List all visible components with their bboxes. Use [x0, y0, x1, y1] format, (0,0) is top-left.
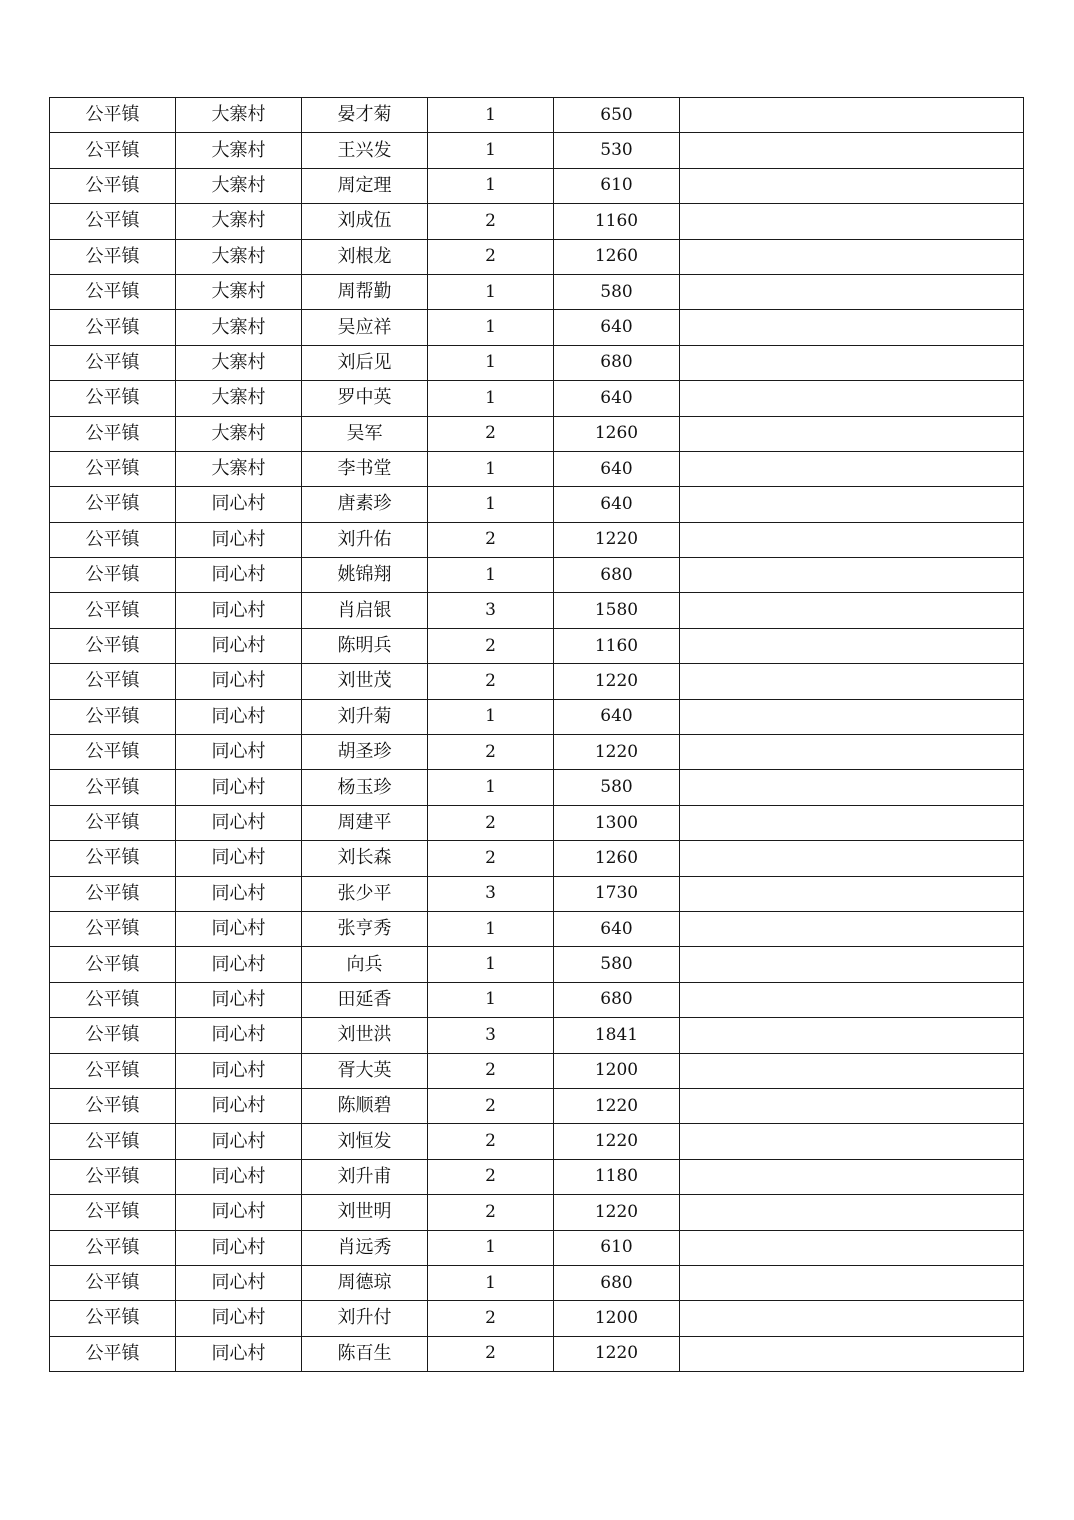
village-cell: 同心村: [176, 1053, 302, 1088]
amount-cell: 640: [554, 451, 680, 486]
count-cell: 1: [428, 1230, 554, 1265]
count-cell: 1: [428, 558, 554, 593]
name-cell: 李书堂: [302, 451, 428, 486]
town-cell: 公平镇: [50, 1053, 176, 1088]
name-cell: 刘升甫: [302, 1159, 428, 1194]
town-cell: 公平镇: [50, 204, 176, 239]
amount-cell: 1160: [554, 628, 680, 663]
amount-cell: 1200: [554, 1053, 680, 1088]
name-cell: 周帮勤: [302, 274, 428, 309]
count-cell: 2: [428, 841, 554, 876]
amount-cell: 1220: [554, 1336, 680, 1371]
town-cell: 公平镇: [50, 1018, 176, 1053]
table-row: [50, 699, 1024, 734]
table-row: [50, 735, 1024, 770]
amount-cell: 1180: [554, 1159, 680, 1194]
name-cell: 刘成伍: [302, 204, 428, 239]
table-row: [50, 1230, 1024, 1265]
table-row: [50, 558, 1024, 593]
remark-cell: [680, 416, 1024, 451]
table-row: [50, 416, 1024, 451]
village-cell: 大寨村: [176, 381, 302, 416]
name-cell: 周德琼: [302, 1265, 428, 1300]
town-cell: 公平镇: [50, 1088, 176, 1123]
village-cell: 同心村: [176, 911, 302, 946]
remark-cell: [680, 381, 1024, 416]
name-cell: 刘后见: [302, 345, 428, 380]
table-row: [50, 345, 1024, 380]
name-cell: 吴应祥: [302, 310, 428, 345]
amount-cell: 640: [554, 911, 680, 946]
amount-cell: 1841: [554, 1018, 680, 1053]
count-cell: 1: [428, 98, 554, 133]
name-cell: 刘世茂: [302, 664, 428, 699]
name-cell: 刘升菊: [302, 699, 428, 734]
amount-cell: 1580: [554, 593, 680, 628]
table-row: [50, 911, 1024, 946]
town-cell: 公平镇: [50, 947, 176, 982]
name-cell: 刘恒发: [302, 1124, 428, 1159]
town-cell: 公平镇: [50, 451, 176, 486]
table-row: [50, 1195, 1024, 1230]
name-cell: 肖远秀: [302, 1230, 428, 1265]
name-cell: 张亨秀: [302, 911, 428, 946]
town-cell: 公平镇: [50, 310, 176, 345]
village-cell: 同心村: [176, 593, 302, 628]
table-row: [50, 1159, 1024, 1194]
town-cell: 公平镇: [50, 558, 176, 593]
table-row: [50, 487, 1024, 522]
table-row: [50, 133, 1024, 168]
village-cell: 大寨村: [176, 204, 302, 239]
amount-cell: 1220: [554, 1088, 680, 1123]
amount-cell: 1730: [554, 876, 680, 911]
amount-cell: 530: [554, 133, 680, 168]
town-cell: 公平镇: [50, 239, 176, 274]
table-row: [50, 381, 1024, 416]
town-cell: 公平镇: [50, 841, 176, 876]
name-cell: 刘世明: [302, 1195, 428, 1230]
village-cell: 同心村: [176, 522, 302, 557]
town-cell: 公平镇: [50, 274, 176, 309]
amount-cell: 1220: [554, 664, 680, 699]
remark-cell: [680, 204, 1024, 239]
table-row: [50, 310, 1024, 345]
name-cell: 陈百生: [302, 1336, 428, 1371]
town-cell: 公平镇: [50, 133, 176, 168]
village-cell: 同心村: [176, 735, 302, 770]
town-cell: 公平镇: [50, 770, 176, 805]
amount-cell: 1300: [554, 805, 680, 840]
amount-cell: 1160: [554, 204, 680, 239]
count-cell: 1: [428, 982, 554, 1017]
table-row: [50, 841, 1024, 876]
table-row: [50, 805, 1024, 840]
count-cell: 1: [428, 947, 554, 982]
count-cell: 1: [428, 381, 554, 416]
village-cell: 同心村: [176, 982, 302, 1017]
count-cell: 2: [428, 239, 554, 274]
village-cell: 大寨村: [176, 310, 302, 345]
amount-cell: 580: [554, 274, 680, 309]
remark-cell: [680, 451, 1024, 486]
name-cell: 张少平: [302, 876, 428, 911]
name-cell: 周定理: [302, 168, 428, 203]
village-cell: 同心村: [176, 947, 302, 982]
amount-cell: 680: [554, 1265, 680, 1300]
town-cell: 公平镇: [50, 522, 176, 557]
name-cell: 胡圣珍: [302, 735, 428, 770]
village-cell: 同心村: [176, 1159, 302, 1194]
remark-cell: [680, 310, 1024, 345]
count-cell: 1: [428, 451, 554, 486]
name-cell: 王兴发: [302, 133, 428, 168]
remark-cell: [680, 876, 1024, 911]
village-cell: 同心村: [176, 1124, 302, 1159]
remark-cell: [680, 593, 1024, 628]
amount-cell: 640: [554, 699, 680, 734]
village-cell: 同心村: [176, 699, 302, 734]
town-cell: 公平镇: [50, 628, 176, 663]
town-cell: 公平镇: [50, 593, 176, 628]
data-table: [49, 97, 1024, 1372]
count-cell: 3: [428, 593, 554, 628]
count-cell: 2: [428, 1195, 554, 1230]
count-cell: 1: [428, 168, 554, 203]
village-cell: 大寨村: [176, 451, 302, 486]
table-row: [50, 1336, 1024, 1371]
count-cell: 3: [428, 876, 554, 911]
count-cell: 2: [428, 1053, 554, 1088]
table-row: [50, 168, 1024, 203]
remark-cell: [680, 805, 1024, 840]
remark-cell: [680, 1088, 1024, 1123]
table-row: [50, 947, 1024, 982]
remark-cell: [680, 1265, 1024, 1300]
table-row: [50, 451, 1024, 486]
village-cell: 大寨村: [176, 98, 302, 133]
remark-cell: [680, 1301, 1024, 1336]
remark-cell: [680, 1053, 1024, 1088]
remark-cell: [680, 911, 1024, 946]
table-row: [50, 1301, 1024, 1336]
table-row: [50, 1053, 1024, 1088]
remark-cell: [680, 1195, 1024, 1230]
town-cell: 公平镇: [50, 805, 176, 840]
name-cell: 唐素珍: [302, 487, 428, 522]
town-cell: 公平镇: [50, 1195, 176, 1230]
amount-cell: 640: [554, 487, 680, 522]
count-cell: 1: [428, 699, 554, 734]
remark-cell: [680, 168, 1024, 203]
count-cell: 2: [428, 1336, 554, 1371]
remark-cell: [680, 841, 1024, 876]
remark-cell: [680, 770, 1024, 805]
village-cell: 大寨村: [176, 239, 302, 274]
count-cell: 2: [428, 416, 554, 451]
table-row: [50, 1265, 1024, 1300]
name-cell: 姚锦翔: [302, 558, 428, 593]
town-cell: 公平镇: [50, 168, 176, 203]
village-cell: 大寨村: [176, 345, 302, 380]
name-cell: 胥大英: [302, 1053, 428, 1088]
name-cell: 罗中英: [302, 381, 428, 416]
name-cell: 杨玉珍: [302, 770, 428, 805]
name-cell: 刘根龙: [302, 239, 428, 274]
amount-cell: 1260: [554, 841, 680, 876]
spreadsheet-page: [49, 97, 1024, 1372]
town-cell: 公平镇: [50, 664, 176, 699]
name-cell: 田延香: [302, 982, 428, 1017]
remark-cell: [680, 664, 1024, 699]
village-cell: 同心村: [176, 770, 302, 805]
table-body: [50, 98, 1024, 1372]
table-row: [50, 628, 1024, 663]
village-cell: 大寨村: [176, 274, 302, 309]
amount-cell: 1220: [554, 735, 680, 770]
town-cell: 公平镇: [50, 98, 176, 133]
remark-cell: [680, 239, 1024, 274]
town-cell: 公平镇: [50, 911, 176, 946]
name-cell: 刘升付: [302, 1301, 428, 1336]
table-row: [50, 593, 1024, 628]
amount-cell: 640: [554, 310, 680, 345]
town-cell: 公平镇: [50, 735, 176, 770]
town-cell: 公平镇: [50, 982, 176, 1017]
village-cell: 同心村: [176, 805, 302, 840]
name-cell: 晏才菊: [302, 98, 428, 133]
table-row: [50, 982, 1024, 1017]
town-cell: 公平镇: [50, 1230, 176, 1265]
amount-cell: 1220: [554, 1124, 680, 1159]
amount-cell: 680: [554, 558, 680, 593]
village-cell: 大寨村: [176, 416, 302, 451]
amount-cell: 1260: [554, 239, 680, 274]
amount-cell: 680: [554, 982, 680, 1017]
town-cell: 公平镇: [50, 1265, 176, 1300]
table-row: [50, 522, 1024, 557]
count-cell: 2: [428, 1301, 554, 1336]
remark-cell: [680, 1018, 1024, 1053]
table-row: [50, 274, 1024, 309]
remark-cell: [680, 487, 1024, 522]
town-cell: 公平镇: [50, 1301, 176, 1336]
remark-cell: [680, 947, 1024, 982]
table-row: [50, 1088, 1024, 1123]
town-cell: 公平镇: [50, 381, 176, 416]
remark-cell: [680, 1230, 1024, 1265]
table-row: [50, 770, 1024, 805]
table-row: [50, 1124, 1024, 1159]
village-cell: 同心村: [176, 1336, 302, 1371]
name-cell: 周建平: [302, 805, 428, 840]
amount-cell: 610: [554, 1230, 680, 1265]
count-cell: 1: [428, 487, 554, 522]
amount-cell: 1260: [554, 416, 680, 451]
village-cell: 大寨村: [176, 168, 302, 203]
count-cell: 1: [428, 274, 554, 309]
remark-cell: [680, 98, 1024, 133]
count-cell: 2: [428, 735, 554, 770]
name-cell: 刘升佑: [302, 522, 428, 557]
count-cell: 1: [428, 310, 554, 345]
town-cell: 公平镇: [50, 1159, 176, 1194]
count-cell: 1: [428, 345, 554, 380]
name-cell: 陈明兵: [302, 628, 428, 663]
village-cell: 同心村: [176, 558, 302, 593]
town-cell: 公平镇: [50, 487, 176, 522]
town-cell: 公平镇: [50, 416, 176, 451]
count-cell: 2: [428, 805, 554, 840]
table-row: [50, 876, 1024, 911]
remark-cell: [680, 628, 1024, 663]
remark-cell: [680, 982, 1024, 1017]
remark-cell: [680, 274, 1024, 309]
table-row: [50, 98, 1024, 133]
amount-cell: 680: [554, 345, 680, 380]
count-cell: 1: [428, 1265, 554, 1300]
name-cell: 吴军: [302, 416, 428, 451]
town-cell: 公平镇: [50, 876, 176, 911]
amount-cell: 580: [554, 770, 680, 805]
village-cell: 同心村: [176, 1265, 302, 1300]
town-cell: 公平镇: [50, 345, 176, 380]
table-row: [50, 239, 1024, 274]
count-cell: 2: [428, 664, 554, 699]
count-cell: 2: [428, 628, 554, 663]
count-cell: 3: [428, 1018, 554, 1053]
count-cell: 2: [428, 522, 554, 557]
village-cell: 同心村: [176, 1018, 302, 1053]
town-cell: 公平镇: [50, 1124, 176, 1159]
remark-cell: [680, 522, 1024, 557]
village-cell: 同心村: [176, 1088, 302, 1123]
count-cell: 1: [428, 770, 554, 805]
amount-cell: 580: [554, 947, 680, 982]
count-cell: 2: [428, 1124, 554, 1159]
count-cell: 1: [428, 911, 554, 946]
town-cell: 公平镇: [50, 1336, 176, 1371]
town-cell: 公平镇: [50, 699, 176, 734]
amount-cell: 640: [554, 381, 680, 416]
name-cell: 刘长森: [302, 841, 428, 876]
table-row: [50, 204, 1024, 239]
remark-cell: [680, 735, 1024, 770]
amount-cell: 1220: [554, 522, 680, 557]
village-cell: 大寨村: [176, 133, 302, 168]
amount-cell: 1200: [554, 1301, 680, 1336]
village-cell: 同心村: [176, 1230, 302, 1265]
table-row: [50, 664, 1024, 699]
amount-cell: 1220: [554, 1195, 680, 1230]
count-cell: 1: [428, 133, 554, 168]
name-cell: 陈顺碧: [302, 1088, 428, 1123]
village-cell: 同心村: [176, 664, 302, 699]
name-cell: 肖启银: [302, 593, 428, 628]
village-cell: 同心村: [176, 841, 302, 876]
remark-cell: [680, 699, 1024, 734]
count-cell: 2: [428, 1159, 554, 1194]
village-cell: 同心村: [176, 628, 302, 663]
village-cell: 同心村: [176, 1301, 302, 1336]
table-row: [50, 1018, 1024, 1053]
remark-cell: [680, 558, 1024, 593]
count-cell: 2: [428, 1088, 554, 1123]
name-cell: 刘世洪: [302, 1018, 428, 1053]
remark-cell: [680, 133, 1024, 168]
remark-cell: [680, 1124, 1024, 1159]
count-cell: 2: [428, 204, 554, 239]
remark-cell: [680, 1336, 1024, 1371]
village-cell: 同心村: [176, 1195, 302, 1230]
amount-cell: 610: [554, 168, 680, 203]
village-cell: 同心村: [176, 876, 302, 911]
amount-cell: 650: [554, 98, 680, 133]
remark-cell: [680, 345, 1024, 380]
remark-cell: [680, 1159, 1024, 1194]
name-cell: 向兵: [302, 947, 428, 982]
village-cell: 同心村: [176, 487, 302, 522]
